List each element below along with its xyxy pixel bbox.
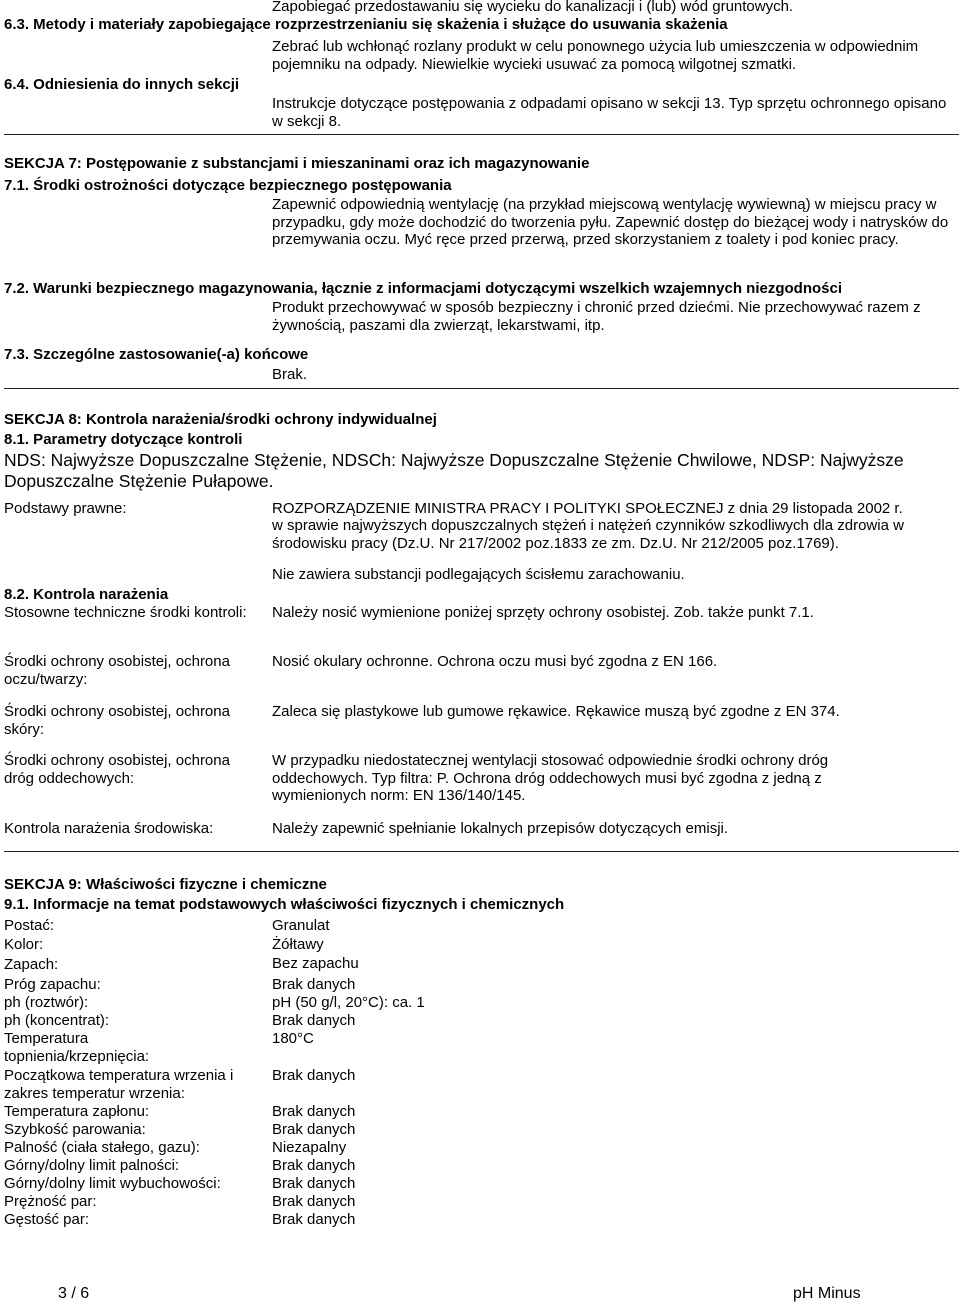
property-label: ph (koncentrat): xyxy=(4,1012,110,1029)
heading-9-1: 9.1. Informacje na temat podstawowych właściwości fizycznych i chemicznych xyxy=(4,896,565,913)
property-label: Postać: xyxy=(4,917,55,934)
property-value: 180°C xyxy=(272,1030,314,1047)
property-value: Brak danych xyxy=(272,1193,356,1210)
exposure-value: Należy zapewnić spełnianie lokalnych przepisów dotyczących emisji. xyxy=(272,820,729,837)
exposure-label: Kontrola narażenia środowiska: xyxy=(4,820,214,837)
heading-7-3: 7.3. Szczególne zastosowanie(-a) końcowe xyxy=(4,346,309,363)
s6-line-top: Zapobiegać przedostawaniu się wycieku do kanalizacji i (lub) wód gruntowych. xyxy=(272,0,794,15)
text-7-3: Brak. xyxy=(272,366,308,383)
exposure-label: Środki ochrony osobistej, ochrona dróg oddechowych: xyxy=(4,752,230,787)
text-7-1: Zapewnić odpowiednią wentylację (na przykład miejscową wentylację wywiewną) w miejscu pracy w przypadku, gdy może dochodzić do tworzenia pyłu. Zapewnić dostęp do bieżącej wody i natrysków do przemywania oczu. Myć ręce przed przerwą, przed skorzystaniem z toalety i pod koniec pracy. xyxy=(272,196,949,248)
property-label: ph (roztwór): xyxy=(4,994,89,1011)
divider xyxy=(4,388,959,389)
section-9-title: SEKCJA 9: Właściwości fizyczne i chemiczne xyxy=(4,876,327,893)
divider xyxy=(4,851,959,852)
section-8-title: SEKCJA 8: Kontrola narażenia/środki ochrony indywidualnej xyxy=(4,411,437,428)
property-value: Brak danych xyxy=(272,1175,356,1192)
exposure-label: Środki ochrony osobistej, ochrona oczu/twarzy: xyxy=(4,653,230,688)
property-value: Brak danych xyxy=(272,1121,356,1138)
property-value: Niezapalny xyxy=(272,1139,347,1156)
exposure-label: Stosowne techniczne środki kontroli: xyxy=(4,604,247,621)
no-substances-note: Nie zawiera substancji podlegających ścisłemu zarachowaniu. xyxy=(272,566,685,583)
property-label: Prężność par: xyxy=(4,1193,97,1210)
property-label: Temperatura zapłonu: xyxy=(4,1103,150,1120)
heading-7-1: 7.1. Środki ostrożności dotyczące bezpiecznego postępowania xyxy=(4,177,452,194)
exposure-value: W przypadku niedostatecznej wentylacji stosować odpowiednie środki ochrony dróg oddechowych. Typ filtra: P. Ochrona dróg oddechowych musi być zgodna z jedną z wymienionych norm: EN 136/140/145. xyxy=(272,752,829,804)
property-value: Brak danych xyxy=(272,1103,356,1120)
divider xyxy=(4,134,959,135)
property-value: pH (50 g/l, 20°C): ca. 1 xyxy=(272,994,425,1011)
property-value: Brak danych xyxy=(272,1067,356,1084)
property-label: Temperatura topnienia/krzepnięcia: xyxy=(4,1030,150,1065)
nds-definitions: NDS: Najwyższe Dopuszczalne Stężenie, NDSCh: Najwyższe Dopuszczalne Stężenie Chwilowe, NDSP: Najwyższe Dopuszczalne Stężenie Pułapowe. xyxy=(4,450,904,491)
exposure-value: Należy nosić wymienione poniżej sprzęty ochrony osobistej. Zob. także punkt 7.1. xyxy=(272,604,814,621)
legal-text: w sprawie najwyższych dopuszczalnych stężeń i natężeń czynników szkodliwych dla zdrowia w środowisku pracy (Dz.U. Nr 217/2002 poz.1833 ze zm. Dz.U. Nr 212/2005 poz.1769). xyxy=(272,517,904,552)
property-label: Próg zapachu: xyxy=(4,976,101,993)
property-value: Brak danych xyxy=(272,1211,356,1228)
exposure-value: Zaleca się plastykowe lub gumowe rękawice. Rękawice muszą być zgodne z EN 374. xyxy=(272,703,840,720)
product-name: pH Minus xyxy=(793,1285,861,1302)
property-label: Szybkość parowania: xyxy=(4,1121,146,1138)
heading-8-1: 8.1. Parametry dotyczące kontroli xyxy=(4,431,243,448)
property-value: Brak danych xyxy=(272,976,356,993)
heading-6-4: 6.4. Odniesienia do innych sekcji xyxy=(4,76,240,93)
property-label: Zapach: xyxy=(4,956,59,973)
property-label: Gęstość par: xyxy=(4,1211,90,1228)
property-label: Górny/dolny limit wybuchowości: xyxy=(4,1175,221,1192)
text-6-3: Zebrać lub wchłonąć rozlany produkt w celu ponownego użycia lub umieszczenia w odpowiednim pojemniku na odpady. Niewielkie wycieki usuwać za pomocą wilgotnej szmatki. xyxy=(272,38,919,73)
property-value: Granulat xyxy=(272,917,330,934)
text-7-2: Produkt przechowywać w sposób bezpieczny i chronić przed dziećmi. Nie przechowywać razem z żywnością, paszami dla zwierząt, lekarstwami, itp. xyxy=(272,299,921,334)
property-value: Żółtawy xyxy=(272,936,324,953)
property-label: Kolor: xyxy=(4,936,44,953)
page-number: 3 / 6 xyxy=(58,1285,90,1302)
legal-title: ROZPORZĄDZENIE MINISTRA PRACY I POLITYKI SPOŁECZNEJ z dnia 29 listopada 2002 r. xyxy=(272,500,903,517)
property-label: Górny/dolny limit palności: xyxy=(4,1157,180,1174)
property-value: Brak danych xyxy=(272,1012,356,1029)
section-7-title: SEKCJA 7: Postępowanie z substancjami i mieszaninami oraz ich magazynowanie xyxy=(4,155,590,172)
text-6-4: Instrukcje dotyczące postępowania z odpadami opisano w sekcji 13. Typ sprzętu ochronnego opisano w sekcji 8. xyxy=(272,95,947,130)
heading-7-2: 7.2. Warunki bezpiecznego magazynowania, łącznie z informacjami dotyczącymi wszelkich wzajemnych niezgodności xyxy=(4,280,843,297)
exposure-label: Środki ochrony osobistej, ochrona skóry: xyxy=(4,703,230,738)
property-label: Palność (ciała stałego, gazu): xyxy=(4,1139,200,1156)
property-value: Brak danych xyxy=(272,1157,356,1174)
property-label: Początkowa temperatura wrzenia i zakres temperatur wrzenia: xyxy=(4,1067,234,1102)
exposure-value: Nosić okulary ochronne. Ochrona oczu musi być zgodna z EN 166. xyxy=(272,653,718,670)
property-value: Bez zapachu xyxy=(272,955,359,972)
heading-8-2: 8.2. Kontrola narażenia xyxy=(4,586,169,603)
legal-label: Podstawy prawne: xyxy=(4,500,127,517)
heading-6-3: 6.3. Metody i materiały zapobiegające rozprzestrzenianiu się skażenia i służące do usuwania skażenia xyxy=(4,16,728,33)
